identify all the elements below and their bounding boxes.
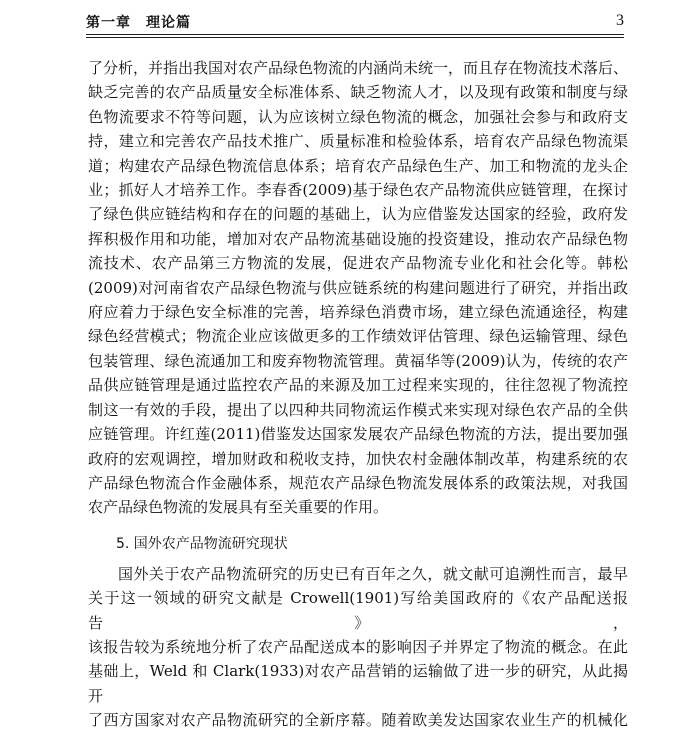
text-line: 制这一有效的手段，提出了以四种共同物流运作模式来实现对绿色农产品的全供: [88, 400, 628, 419]
page-number: 3: [616, 12, 624, 29]
text-line: 绿色经营模式；物流企业应该做更多的工作绩效评估管理、绿色运输管理、绿色: [88, 327, 628, 346]
text-line: (2009)对河南省农产品绿色物流与供应链系统的构建问题进行了研究，并指出政: [88, 278, 628, 297]
text-line: 缺乏完善的农产品质量安全标准体系、缺乏物流人才，以及现有政策和制度与绿: [88, 83, 628, 102]
paragraph-continued: [88, 56, 628, 520]
text-line: 了西方国家对农产品物流研究的全新序幕。随着欧美发达国家农业生产的机械化: [88, 711, 628, 730]
text-line: 品供应链管理是通过监控农产品的来源及加工过程来实现的，往往忽视了物流控: [88, 376, 628, 395]
text-line: 府应着力于绿色安全标准的完善，培养绿色消费市场，建立绿色流通途径，构建: [88, 303, 628, 322]
text-line: 色物流要求不符等问题，认为应该树立绿色物流的概念，加强社会参与和政府支: [88, 107, 628, 126]
section-heading: 5. 国外农产品物流研究现状: [116, 535, 288, 552]
text-line: 挥积极作用和功能，增加对农产品物流基础设施的投资建设，推动农产品绿色物: [88, 229, 628, 248]
text-line: 道；构建农产品绿色物流信息体系；培育农产品绿色生产、加工和物流的龙头企: [88, 156, 628, 175]
text-line: 国外关于农产品物流研究的历史已有百年之久，就文献可追溯性而言，最早: [118, 564, 628, 583]
text-line: 该报告较为系统地分析了农产品配送成本的影响因子并界定了物流的概念。在此: [88, 637, 628, 656]
text-line: 基础上，Weld 和 Clark(1933)对农产品营销的运输做了进一步的研究，从此揭开: [88, 662, 628, 705]
header-rule-secondary: [86, 37, 624, 38]
text-line: 包装管理、绿色流通加工和废弃物物流管理。黄福华等(2009)认为，传统的农产: [88, 351, 628, 370]
header-rule: [86, 34, 624, 35]
text-line: 应链管理。许红莲(2011)借鉴发达国家发展农产品绿色物流的方法，提出要加强: [88, 425, 628, 444]
text-line: 关于这一领域的研究文献是 Crowell(1901)写给美国政府的《农产品配送报告》，: [88, 589, 628, 632]
text-line: 了绿色供应链结构和存在的问题的基础上，认为应借鉴发达国家的经验，政府发: [88, 205, 628, 224]
text-line: 业；抓好人才培养工作。李春香(2009)基于绿色农产品物流供应链管理，在探讨: [88, 181, 628, 200]
paragraph: [88, 562, 628, 733]
text-line: 政府的宏观调控，增加财政和税收支持，加快农村金融体制改革，构建系统的农: [88, 449, 628, 468]
chapter-title: 第一章 理论篇: [86, 15, 191, 31]
text-line: 农产品绿色物流的发展具有至关重要的作用。: [88, 498, 389, 517]
text-line: 产品绿色物流合作金融体系，规范农产品绿色物流发展体系的政策法规，对我国: [88, 473, 628, 492]
text-line: 持，建立和完善农产品技术推广、质量标准和检验体系，培育农产品绿色物流渠: [88, 132, 628, 151]
text-line: 流技术、农产品第三方物流的发展，促进农产品物流专业化和社会化等。韩松: [88, 254, 628, 273]
page-header: [86, 12, 624, 32]
text-line: 了分析，并指出我国对农产品绿色物流的内涵尚未统一，而且存在物流技术落后、: [88, 59, 629, 77]
body-text: [88, 56, 628, 733]
